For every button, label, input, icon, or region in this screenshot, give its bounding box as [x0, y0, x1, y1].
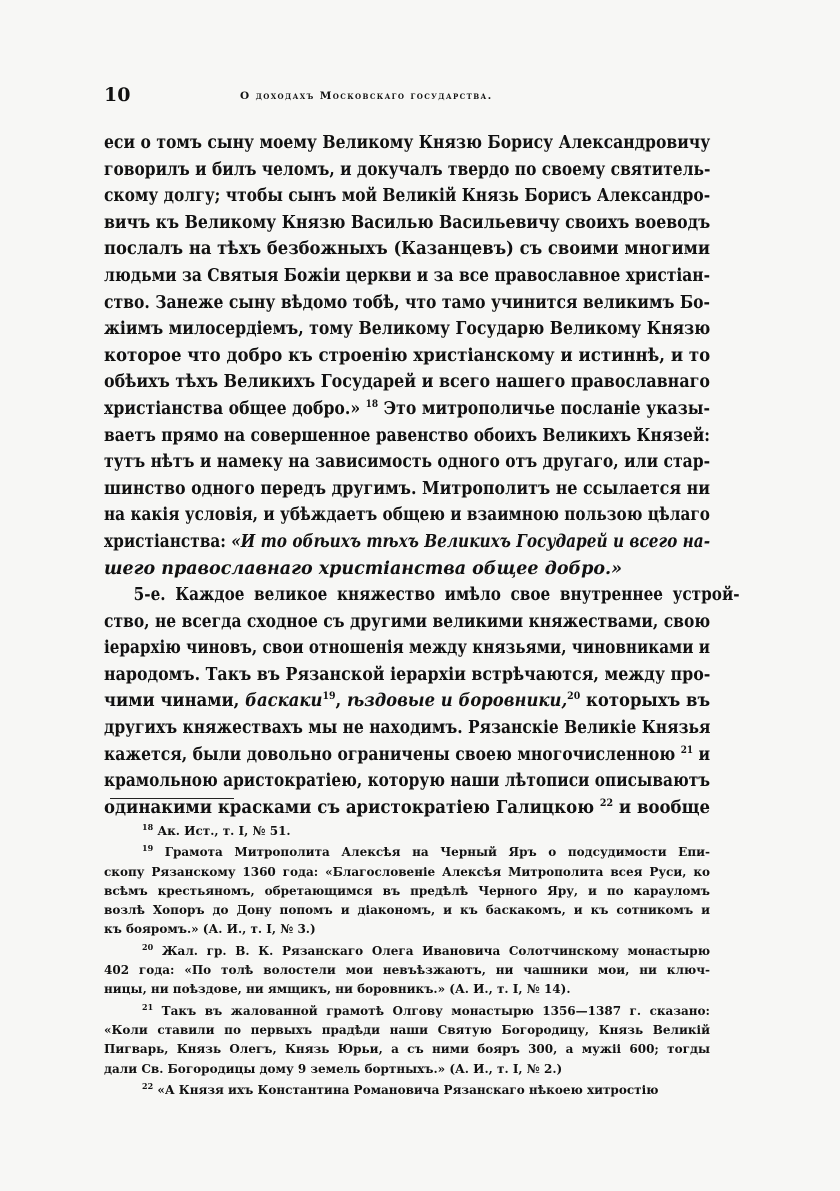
text-line: обѣихъ тѣхъ Великихъ Государей и всего нашего православнаго — [104, 372, 710, 393]
page-number: 10 — [104, 84, 131, 106]
text-line: которое что добро къ строенію христіанскому и истиннѣ, и то — [104, 345, 711, 366]
text-segment: Это митрополичье посланіе указы- — [383, 398, 710, 419]
footnote-text: Грамота Митрополита Алексѣя на Черный Яръ о подсудимости Епи- — [164, 845, 710, 860]
paragraph-start: 5-е. Каждое великое княжество имѣло свое внутреннее устрой- — [133, 585, 740, 606]
text-line: людьми за Святыя Божіи церкви и за все православное христіан- — [104, 265, 711, 286]
text-line: на какія условія, и убѣждаетъ общею и взаимною пользою цѣлаго — [104, 505, 711, 526]
text-segment: которыхъ въ — [586, 691, 711, 712]
footnote-ref-19: 19 — [322, 691, 336, 703]
footnote-19 — [104, 843, 710, 939]
footnote-line — [104, 843, 710, 862]
footnote-mark: 22 — [142, 1080, 154, 1091]
text-line: жіимъ милосердіемъ, тому Великому Государю Великому Князю — [104, 319, 711, 340]
footnote-line — [104, 1002, 710, 1021]
text-segment: кажется, были довольно ограничены своею многочисленною — [104, 744, 676, 765]
footnote-line: ницы, ни поѣздове, ни ямщикъ, ни боровникъ.» (А. И., т. I, № 14). — [104, 982, 571, 997]
italic-term: ѣздовые и боровники, — [347, 691, 568, 712]
footnote-20 — [104, 942, 710, 1000]
italic-term: баскаки — [245, 691, 323, 712]
text-line-mixed: чими чинами, баскаки$^{19}$, ѣздовые и боровники,$^{20}$ которыхъ въ — [104, 691, 711, 712]
text-segment: и вообще — [618, 797, 711, 818]
footnote-line — [104, 942, 710, 961]
text-segment: христіанства: — [104, 531, 226, 552]
footnote-line — [104, 1081, 710, 1100]
text-line: ваетъ прямо на совершенное равенство обоихъ Великихъ Князей: — [104, 425, 710, 446]
footnote-mark: 20 — [142, 941, 154, 952]
text-line: шинство одного передъ другимъ. Митрополитъ не ссылается ни — [104, 478, 711, 499]
page-header — [104, 86, 714, 108]
footnote-line: «Коли ставили по первыхъ прадѣди наши Святую Богородицу, Князь Великій — [104, 1022, 710, 1037]
footnote-line: Пигварь, Князь Олегъ, Князь Юрьи, а съ ними бояръ 300, а мужіі 600; тогды — [104, 1042, 710, 1057]
italic-quote: «И то обѣихъ тѣхъ Великихъ Государей и всего на- — [231, 531, 711, 552]
footnote-text: Ак. Ист., т. I, № 51. — [157, 824, 291, 838]
footnote-mark: 18 — [142, 822, 154, 832]
footnote-line: скопу Рязанскому 1360 года: «Благословеніе Алексѣя Митрополита всея Руси, ко — [104, 864, 710, 879]
footnote-ref-21: 21 — [680, 744, 694, 756]
footnote-separator — [110, 798, 234, 799]
text-line: послалъ на тѣхъ безбожныхъ (Казанцевъ) съ своими многими — [104, 239, 711, 260]
text-line-mixed — [104, 529, 710, 556]
footnote-line: 402 года: «По толѣ волостели мои невъѣзжаютъ, ни чашники мои, ни ключ- — [104, 963, 710, 978]
footnote-mark: 21 — [142, 1001, 154, 1012]
text-line: другихъ княжествахъ мы не находимъ. Рязанскіе Великіе Князья — [104, 718, 711, 739]
footnote-ref-18: 18 — [365, 398, 379, 410]
text-segment: одинакими красками съ аристократіею Галицкою — [104, 797, 595, 818]
footnote-18 — [104, 822, 710, 841]
footnote-line — [104, 822, 710, 841]
text-line: ство. Занеже сыну вѣдомо тобѣ, что тамо учинится великимъ Бо- — [104, 292, 711, 313]
text-line: іерархію чиновъ, свои отношенія между князьями, чиновниками и — [104, 638, 711, 659]
footnote-text: «А Князя ихъ Константина Романовича Рязанскаго нѣкоею хитростію — [157, 1082, 659, 1097]
text-line-italic: шего православнаго христіанства общее добро.» — [104, 558, 623, 579]
running-title: О доходахъ Московскаго государства. — [240, 90, 493, 102]
text-line: тутъ нѣтъ и намеку на зависимость одного отъ другаго, или стар- — [104, 452, 711, 473]
footnote-22 — [104, 1081, 710, 1100]
text-line-with-note — [104, 742, 710, 769]
footnote-ref-20: 20 — [567, 691, 581, 703]
footnote-line: всѣмъ крестьяномъ, обретающимся въ предѣлѣ Черного Яру, и по карауломъ — [104, 883, 710, 898]
text-line: ство, не всегда сходное съ другими великими княжествами, свою — [104, 611, 711, 632]
footnote-mark: 19 — [142, 843, 154, 854]
text-line: вичъ къ Великому Князю Василью Васильевичу своихъ воеводъ — [104, 212, 711, 233]
text-line: еси о томъ сыну моему Великому Князю Борису Александровичу — [104, 133, 711, 153]
footnote-ref-22: 22 — [599, 797, 614, 809]
footnote-21 — [104, 1002, 710, 1079]
text-line: скому долгу; чтобы сынъ мой Великій Князь Борисъ Александро- — [104, 186, 711, 207]
text-segment: и — [698, 744, 711, 765]
text-line-with-note — [104, 396, 710, 423]
footnote-line: возлѣ Хопоръ до Дону попомъ и діакономъ, и къ баскакомъ, и къ сотникомъ и — [104, 903, 710, 918]
text-line: народомъ. Такъ въ Рязанской іерархіи встрѣчаются, между про- — [104, 664, 711, 685]
body-text — [104, 130, 740, 821]
text-segment: христіанства общее добро.» — [104, 398, 361, 419]
footnote-line: дали Св. Богородицы дому 9 земель бортныхъ.» (А. И., т. I, № 2.) — [104, 1061, 563, 1076]
text-line: крамольною аристократіею, которую наши лѣтописи описываютъ — [104, 771, 711, 792]
footnote-text: Такъ въ жалованной грамотѣ Олгову монастырю 1356—1387 г. сказано: — [161, 1003, 710, 1018]
footnote-text: Жал. гр. В. К. Рязанскаго Олега Ивановича Солотчинскому монастырю — [161, 943, 710, 958]
footnote-line: къ бояромъ.» (А. И., т. I, № 3.) — [104, 922, 316, 937]
text-line: говорилъ и билъ челомъ, и докучалъ твердо по своему святитель- — [104, 159, 711, 180]
footnotes — [104, 822, 710, 1102]
text-segment: чими чинами, — [104, 691, 240, 712]
